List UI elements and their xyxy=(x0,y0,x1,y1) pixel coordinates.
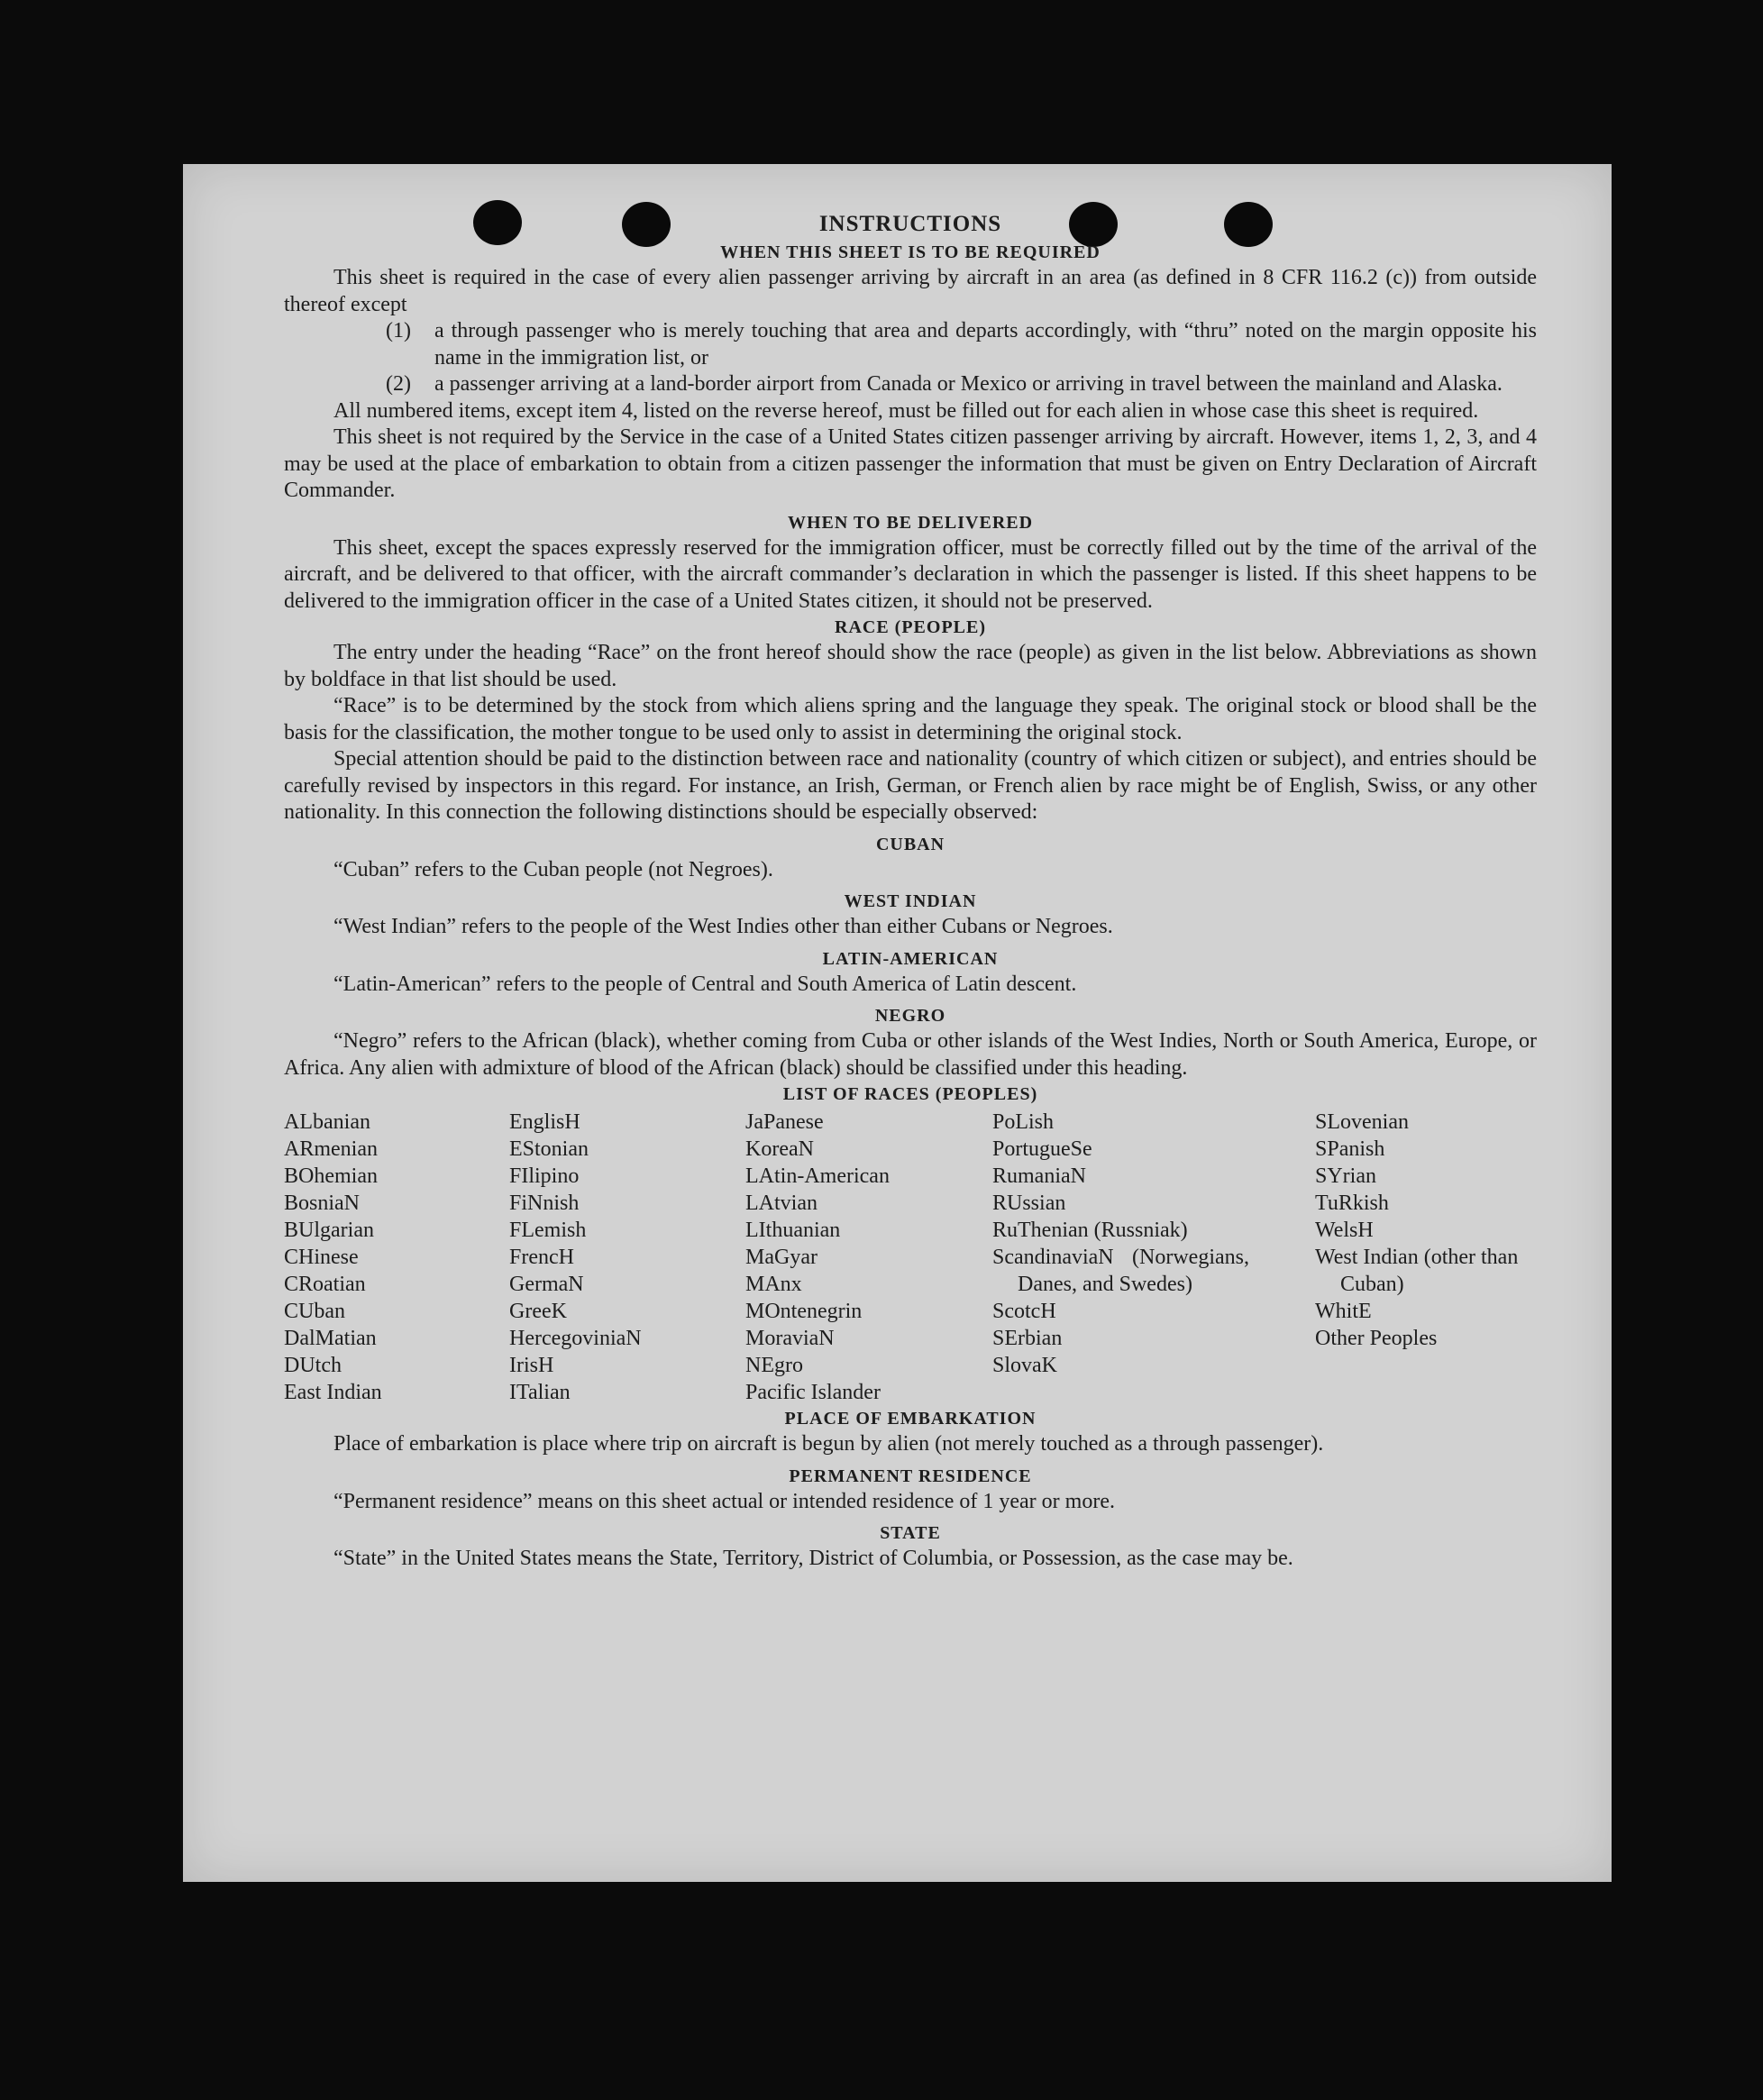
race-entry: BOhemian xyxy=(284,1164,378,1188)
paragraph-race-nationality: Special attention should be paid to the distinction between race and nationality (country of which citizen or subject), and entries should be carefully revised by inspectors in this regard. For instance, an Irish, German, or French alien by race might be of English, Swiss, or any other nationality. In this connection the following distinctions should be especially observed: xyxy=(284,747,1537,824)
race-entry: SYrian xyxy=(1315,1164,1376,1188)
race-entry: LAtin-American xyxy=(745,1164,890,1188)
race-entry: DalMatian xyxy=(284,1327,377,1350)
races-column-5 xyxy=(1315,1109,1540,1352)
races-column-3 xyxy=(745,1109,980,1406)
paragraph-west-indian: “West Indian” refers to the people of the West Indies other than either Cubans or Negroes. xyxy=(333,915,1113,938)
race-entry: MoraviaN xyxy=(745,1327,835,1350)
race-entry: GermaN xyxy=(509,1273,584,1296)
paragraph-permanent-residence: “Permanent residence” means on this sheet actual or intended residence of 1 year or more. xyxy=(333,1489,1115,1513)
paragraph-negro: “Negro” refers to the African (black), whether coming from Cuba or other islands of the West Indies, North or South America, Europe, or Africa. Any alien with admixture of blood of the African (black) should be classified under this heading. xyxy=(284,1029,1537,1080)
race-entry: ALbanian xyxy=(284,1110,370,1134)
race-entry: DUtch xyxy=(284,1354,342,1377)
race-entry: MAnx xyxy=(745,1273,802,1296)
race-entry: RuThenian (Russniak) xyxy=(992,1219,1188,1242)
race-entry: SlovaK xyxy=(992,1354,1057,1377)
paragraph-numbered-items: All numbered items, except item 4, listed on the reverse hereof, must be filled out for each alien in whose case this sheet is required. xyxy=(333,398,1479,423)
race-entry: ScandinaviaN (Norwegians, Danes, and Swedes) xyxy=(992,1246,1249,1296)
exception-item-2 xyxy=(284,371,1537,398)
race-entry: SLovenian xyxy=(1315,1110,1409,1134)
race-entry: NEgro xyxy=(745,1354,803,1377)
paragraph-required: This sheet is required in the case of every alien passenger arriving by aircraft in an area (as defined in 8 CFR 116.2 (c)) from outside thereof except xyxy=(284,266,1537,316)
race-entry: RumaniaN xyxy=(992,1164,1086,1188)
race-entry: FiNnish xyxy=(509,1192,580,1215)
races-column-4 xyxy=(992,1109,1249,1379)
race-entry: FIlipino xyxy=(509,1164,580,1188)
race-entry: MaGyar xyxy=(745,1246,818,1269)
race-entry: WelsH xyxy=(1315,1219,1374,1242)
race-entry: GreeK xyxy=(509,1300,567,1323)
item-text: a through passenger who is merely touching that area and departs accordingly, with “thru” noted on the margin opposite his name in the immigration list, or xyxy=(434,319,1537,370)
race-entry: SPanish xyxy=(1315,1137,1385,1161)
race-entry: TuRkish xyxy=(1315,1192,1389,1215)
heading-race: RACE (PEOPLE) xyxy=(835,617,986,637)
heading-latin-american: LATIN-AMERICAN xyxy=(822,948,999,969)
race-entry: FLemish xyxy=(509,1219,587,1242)
heading-when-delivered: WHEN TO BE DELIVERED xyxy=(787,512,1034,533)
instructions-title: INSTRUCTIONS xyxy=(818,212,1002,236)
race-entry: WhitE xyxy=(1315,1300,1372,1323)
instructions-content xyxy=(284,209,1537,1573)
paragraph-cuban: “Cuban” refers to the Cuban people (not Negroes). xyxy=(333,857,773,881)
exception-item-1 xyxy=(284,318,1537,371)
races-column-2 xyxy=(509,1109,726,1406)
race-entry: EnglisH xyxy=(509,1110,580,1134)
race-entry: CRoatian xyxy=(284,1273,366,1296)
race-entry: RUssian xyxy=(992,1192,1066,1215)
races-list xyxy=(284,1109,1537,1406)
race-entry: MOntenegrin xyxy=(745,1300,863,1323)
race-entry: West Indian (other than Cuban) xyxy=(1315,1246,1519,1296)
race-entry: SErbian xyxy=(992,1327,1063,1350)
heading-cuban: CUBAN xyxy=(875,834,945,854)
item-text: a passenger arriving at a land-border airport from Canada or Mexico or arriving in travel between the mainland and Alaska. xyxy=(434,372,1503,396)
paragraph-race-entry: The entry under the heading “Race” on the front hereof should show the race (people) as given in the list below. Abbreviations as shown by boldface in that list should be used. xyxy=(284,641,1537,691)
race-entry: LIthuanian xyxy=(745,1219,841,1242)
race-entry: EStonian xyxy=(509,1137,589,1161)
paragraph-state: “State” in the United States means the State, Territory, District of Columbia, or Possession, as the case may be. xyxy=(333,1547,1293,1570)
race-entry: CUban xyxy=(284,1300,345,1323)
race-entry: KoreaN xyxy=(745,1137,814,1161)
paragraph-latin-american: “Latin-American” refers to the people of Central and South America of Latin descent. xyxy=(333,972,1077,996)
heading-permanent-residence: PERMANENT RESIDENCE xyxy=(789,1465,1032,1486)
heading-when-required: WHEN THIS SHEET IS TO BE REQUIRED xyxy=(720,242,1101,262)
heading-list-of-races: LIST OF RACES (PEOPLES) xyxy=(782,1084,1038,1104)
race-entry: ScotcH xyxy=(992,1300,1056,1323)
race-entry: LAtvian xyxy=(745,1192,818,1215)
race-entry: Other Peoples xyxy=(1315,1327,1438,1350)
race-entry: HercegoviniaN xyxy=(509,1327,642,1350)
race-entry: PoLish xyxy=(992,1110,1055,1134)
race-entry: PortugueSe xyxy=(992,1137,1092,1161)
race-entry: CHinese xyxy=(284,1246,359,1269)
paragraph-embarkation: Place of embarkation is place where trip on aircraft is begun by alien (not merely touched as a through passenger). xyxy=(333,1432,1324,1456)
paragraph-race-stock: “Race” is to be determined by the stock from which aliens spring and the language they speak. The original stock or blood shall be the basis for the classification, the mother tongue to be used only to assist in determining the original stock. xyxy=(284,694,1537,744)
race-entry: ARmenian xyxy=(284,1137,378,1161)
heading-negro: NEGRO xyxy=(874,1006,946,1026)
race-entry: ITalian xyxy=(509,1381,571,1404)
race-entry: FrencH xyxy=(509,1246,574,1269)
document-page xyxy=(183,164,1612,1882)
race-entry: JaPanese xyxy=(745,1110,824,1134)
race-entry: IrisH xyxy=(509,1354,554,1377)
race-entry: BosniaN xyxy=(284,1192,360,1215)
heading-west-indian: WEST INDIAN xyxy=(844,891,977,911)
paragraph-delivered: This sheet, except the spaces expressly reserved for the immigration officer, must be correctly filled out by the time of the arrival of the aircraft, and be delivered to that officer, with the aircraft commander’s declaration in which the passenger is listed. If this sheet happens to be delivered to the immigration officer in the case of a United States citizen, it should not be preserved. xyxy=(284,535,1537,613)
item-number: (2) xyxy=(386,372,411,396)
races-column-1 xyxy=(284,1109,491,1406)
heading-embarkation: PLACE OF EMBARKATION xyxy=(784,1409,1037,1429)
heading-state: STATE xyxy=(880,1523,941,1543)
race-entry: BUlgarian xyxy=(284,1219,374,1242)
item-number: (1) xyxy=(386,319,411,342)
race-entry: East Indian xyxy=(284,1381,382,1404)
race-entry: Pacific Islander xyxy=(745,1381,881,1404)
paragraph-citizen: This sheet is not required by the Service in the case of a United States citizen passenger arriving by aircraft. However, items 1, 2, 3, and 4 may be used at the place of embarkation to obtain from a citizen passenger the information that must be given on Entry Declaration of Aircraft Commander. xyxy=(284,425,1537,502)
